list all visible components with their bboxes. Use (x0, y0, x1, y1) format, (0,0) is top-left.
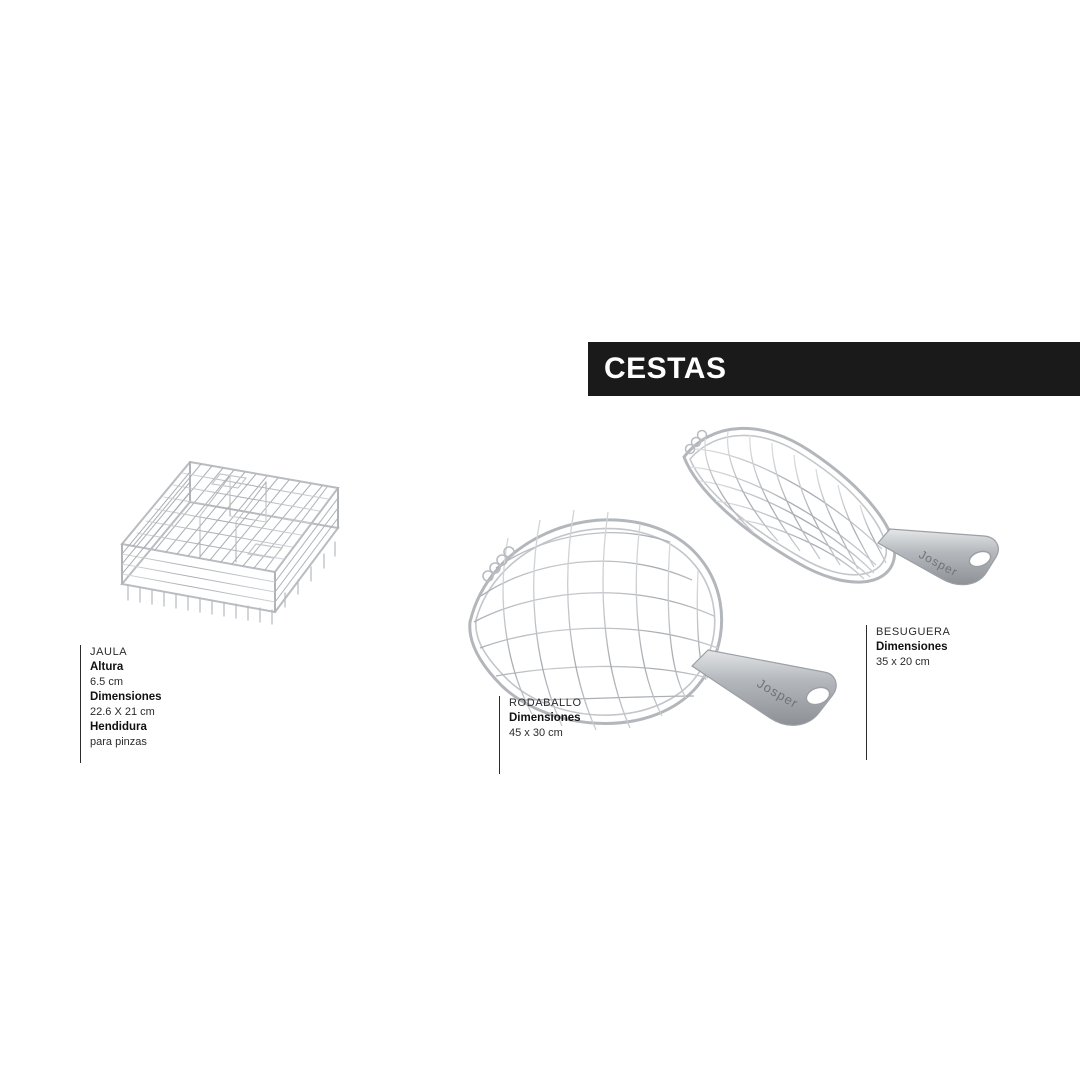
caption-besuguera (866, 625, 950, 760)
spec-value-jaula-altura: 6.5 cm (90, 676, 124, 688)
spec-label-jaula-dimensiones: Dimensiones (90, 691, 162, 703)
spec-label-jaula-altura: Altura (90, 661, 124, 673)
handle-brand-besuguera: Josper (916, 547, 961, 580)
spec-value-jaula-hendidura: para pinzas (90, 736, 147, 748)
caption-rodaballo (499, 696, 582, 774)
spec-value-jaula-dimensiones: 22.6 X 21 cm (90, 706, 155, 718)
spec-value-rodaballo-dimensiones: 45 x 30 cm (509, 727, 563, 739)
handle-brand-rodaballo: Josper (754, 675, 801, 712)
product-image-besuguera (650, 415, 1020, 625)
spec-value-besuguera-dimensiones: 35 x 20 cm (876, 656, 930, 668)
page-title: CESTAS (604, 352, 727, 385)
product-name-besuguera: BESUGUERA (876, 626, 951, 638)
spec-label-rodaballo-dimensiones: Dimensiones (509, 712, 581, 724)
spec-label-besuguera-dimensiones: Dimensiones (876, 641, 948, 653)
product-name-rodaballo: RODABALLO (509, 697, 582, 709)
caption-jaula (80, 645, 162, 763)
spec-label-jaula-hendidura: Hendidura (90, 721, 147, 733)
product-name-jaula: JAULA (90, 646, 128, 658)
product-image-jaula (70, 440, 400, 670)
section-title-bar (588, 342, 1080, 396)
